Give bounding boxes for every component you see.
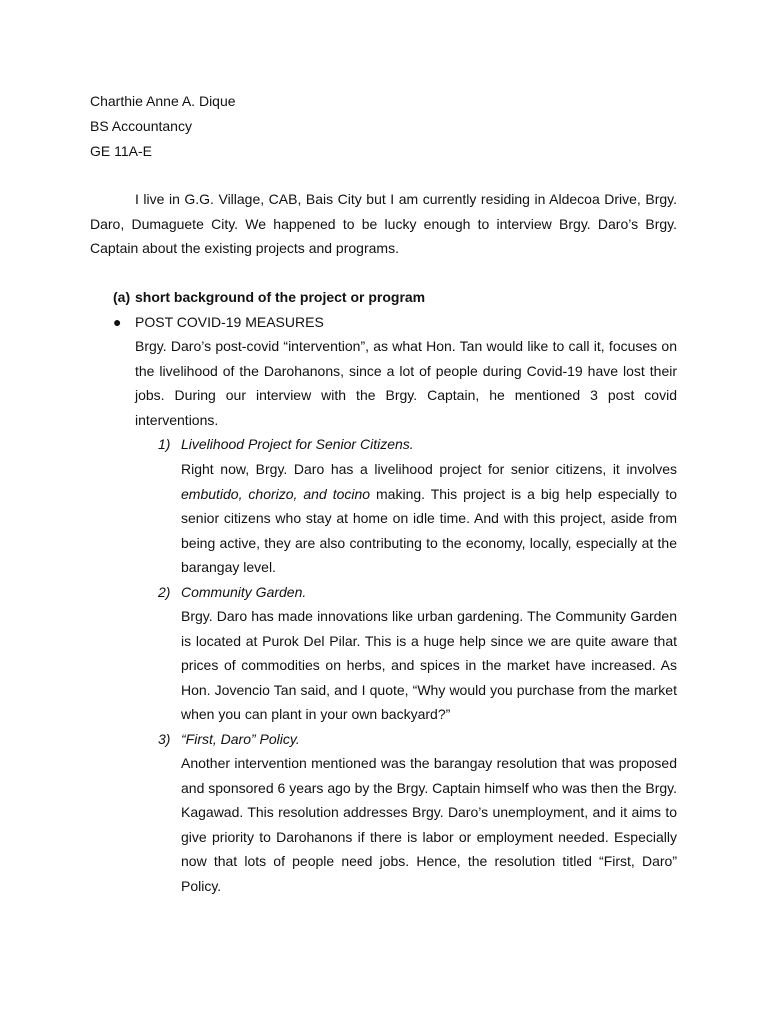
author-course: BS Accountancy — [90, 118, 192, 134]
item-body-text: making. This project is a big help especially to senior citizens who stay at home on idle time. And with this project, aside from being active, they are also contributing to the economy, locally, especially at the barangay level. — [181, 485, 677, 575]
section-heading — [113, 287, 425, 307]
author-section: GE 11A-E — [90, 143, 152, 159]
item-body-3: Another intervention mentioned was the barangay resolution that was proposed and sponsored 6 years ago by the Brgy. Captain himself who was then the Brgy. Kagawad. This resolution addresses Brgy. Daro’s unemployment, and it aims to give priority to Darohanons if there is labor or employment needed. Especially now that lots of people need jobs. Hence, the resolution titled “First, Daro” Policy. — [181, 755, 677, 894]
item-title-1 — [158, 434, 414, 454]
item-title-3 — [158, 729, 300, 749]
intro-paragraph: I live in G.G. Village, CAB, Bais City but I am currently residing in Aldecoa Drive, Brgy. Daro, Dumaguete City. We happened to be lucky enough to interview Brgy. Daro’s Brgy. Captain about the existing projects and programs. — [90, 191, 677, 256]
item-title-text: Community Garden. — [181, 584, 307, 600]
bullet-body: Brgy. Daro’s post-covid “intervention”, as what Hon. Tan would like to call it, focuses on the livelihood of the Darohanons, since a lot of people during Covid-19 have lost their jobs. During our interview with the Brgy. Captain, he mentioned 3 post covid interventions. — [135, 338, 677, 428]
item-body-text: Right now, Brgy. Daro has a livelihood project for senior citizens, it involves — [181, 461, 677, 477]
bullet-title: POST COVID-19 MEASURES — [135, 314, 324, 330]
item-body-emphasis: embutido, chorizo, and tocino — [181, 485, 371, 502]
item-number: 1) — [158, 436, 171, 452]
section-title: short background of the project or program — [135, 289, 426, 305]
bullet-icon: ● — [113, 314, 122, 330]
item-title-2 — [158, 582, 306, 602]
item-body-1 — [181, 457, 677, 580]
bullet-heading — [113, 312, 324, 332]
author-name: Charthie Anne A. Dique — [90, 93, 236, 109]
item-number: 2) — [158, 584, 171, 600]
item-number: 3) — [158, 731, 171, 747]
item-title-text: “First, Daro” Policy. — [181, 731, 300, 747]
section-label: (a) — [113, 289, 131, 305]
item-title-text: Livelihood Project for Senior Citizens. — [181, 436, 414, 452]
item-body-2: Brgy. Daro has made innovations like urban gardening. The Community Garden is located at Purok Del Pilar. This is a huge help since we are quite aware that prices of commodities on herbs, and spices in the market have increased. As Hon. Jovencio Tan said, and I quote, “Why would you purchase from the market when you can plant in your own backyard?” — [181, 608, 677, 722]
